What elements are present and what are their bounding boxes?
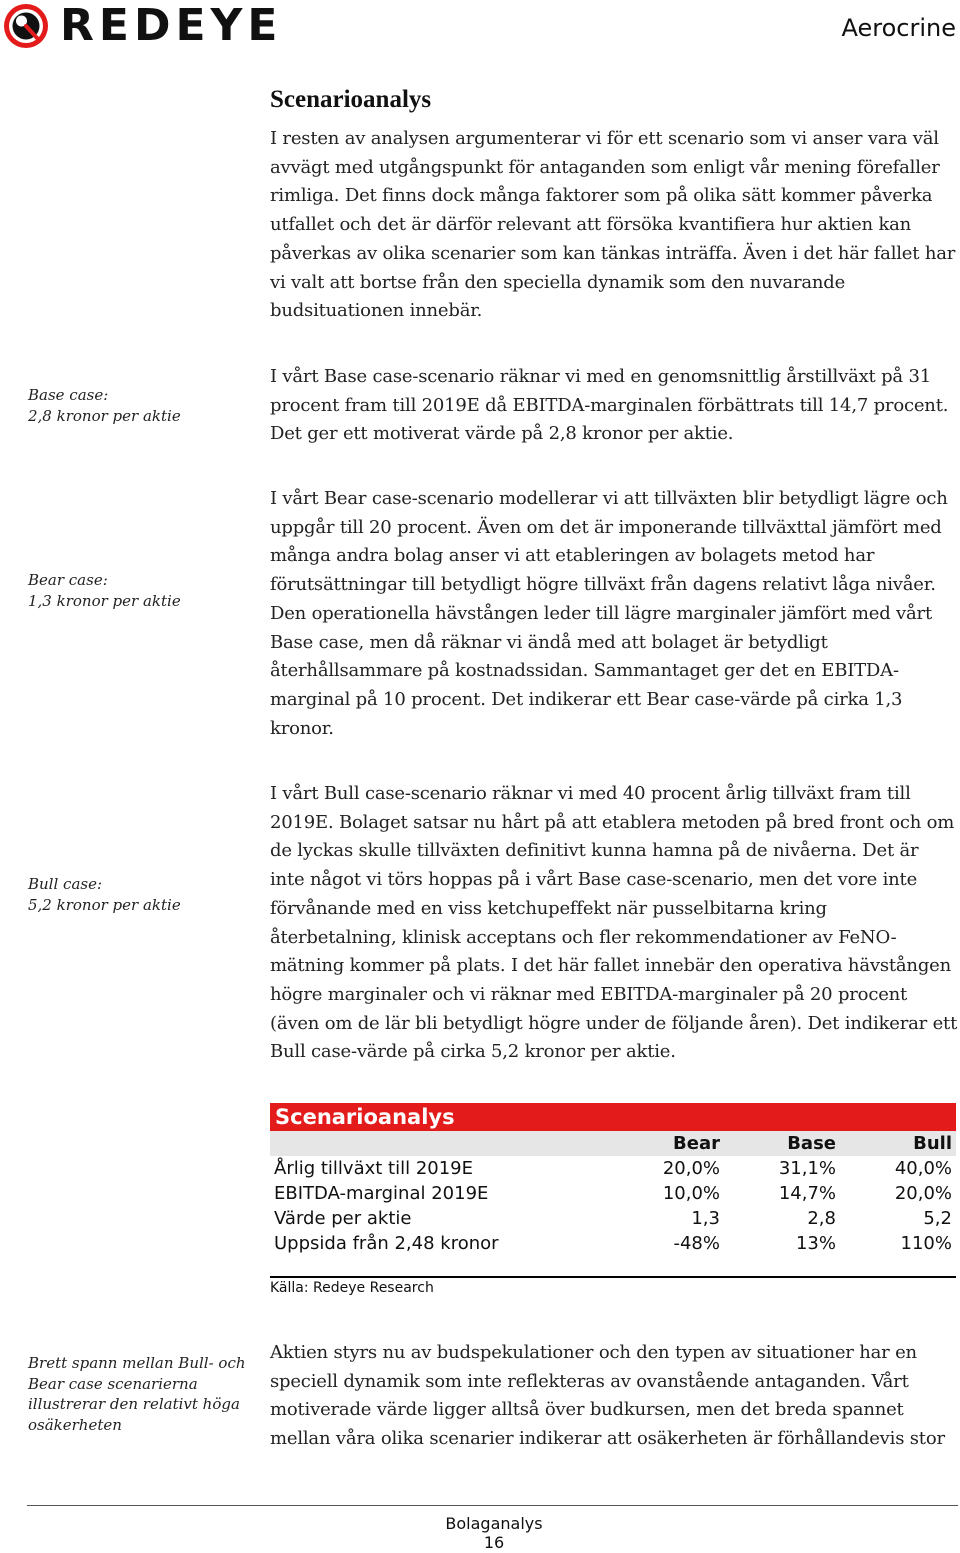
scenario-table: [270, 1103, 956, 1256]
table-row: [270, 1231, 956, 1256]
logo-wordmark: REDEYE: [60, 0, 283, 51]
scenario-data-table: [270, 1131, 956, 1256]
table-cell: Årlig tillväxt till 2019E: [274, 1158, 474, 1179]
table-cell: 2,8: [807, 1208, 836, 1229]
table-cell: 110%: [900, 1233, 952, 1254]
base-case-sidenote: [28, 385, 248, 426]
table-cell: Uppsida från 2,48 kronor: [274, 1233, 499, 1254]
table-cell: 13%: [795, 1233, 836, 1254]
table-cell: -48%: [673, 1233, 720, 1254]
table-cell: Värde per aktie: [274, 1208, 412, 1229]
bear-case-value: 1,3 kronor per aktie: [28, 591, 181, 610]
table-title: Scenarioanalys: [270, 1103, 956, 1131]
section-heading: Scenarioanalys: [270, 86, 432, 113]
company-name: Aerocrine: [841, 14, 956, 42]
intro-paragraph: I resten av analysen argumenterar vi för ett scenario som vi anser vara väl avvägt med utgångspunkt för antaganden som enligt vår mening förefaller rimliga. Det finns dock många faktorer som på olika sätt kommer påverka utfallet och det är därför relevant att försöka kvantifiera hur aktien kan påverkas av olika scenarier som kan tänkas inträffa. Även i det här fallet har vi valt att bortse från den speciella dynamik som den nuvarande budsituationen innebär.: [270, 128, 956, 322]
table-cell: 20,0%: [894, 1183, 952, 1204]
table-cell: 40,0%: [894, 1158, 952, 1179]
bull-case-label: Bull case:: [28, 875, 103, 893]
table-cell: 5,2: [923, 1208, 952, 1229]
bear-case-sidenote: [28, 570, 248, 611]
redeye-logo: [0, 0, 300, 52]
table-header-base: Base: [724, 1131, 840, 1156]
table-row: [270, 1156, 956, 1181]
table-cell: 10,0%: [662, 1183, 720, 1204]
page-footer: [0, 1514, 960, 1552]
bear-case-label: Bear case:: [28, 571, 108, 589]
table-header-row: [270, 1131, 956, 1156]
table-cell: 1,3: [691, 1208, 720, 1229]
table-cell: EBITDA-marginal 2019E: [274, 1183, 489, 1204]
closing-paragraph: Aktien styrs nu av budspekulationer och den typen av situationer har en speciell dynamik som inte reflekteras av ovanstående antaganden. Vårt motiverade värde ligger alltså över budkursen, men det breda spannet mellan våra olika scenarier indikerar att osäkerheten är förhållandevis stor: [270, 1342, 945, 1450]
bull-case-value: 5,2 kronor per aktie: [28, 895, 181, 914]
redeye-eye-icon: [2, 2, 50, 50]
table-cell: 14,7%: [778, 1183, 836, 1204]
table-row: [270, 1206, 956, 1231]
table-header-label: [270, 1131, 608, 1156]
table-cell: 20,0%: [662, 1158, 720, 1179]
table-header-bear: Bear: [608, 1131, 724, 1156]
page-number: 16: [483, 1533, 505, 1552]
table-bottom-rule: [270, 1276, 956, 1278]
table-header-bull: Bull: [840, 1131, 956, 1156]
bull-case-paragraph: I vårt Bull case-scenario räknar vi med 40 procent årlig tillväxt fram till 2019E. Bolaget satsar nu hårt på att etablera metoden på bred front och om de lyckas skulle tillväxten definitivt kunna hamna på de nivåerna. Det är inte något vi törs hoppas på i vårt Base case-scenario, men det vore inte förvånande med en viss ketchupeffekt när pusselbitarna kring återbetalning, klinisk acceptans och fler rekommendationer av FeNO-mätning kommer på plats. I det här fallet innebär den operativa hävstången högre marginaler och vi räknar med EBITDA-marginaler på 20 procent (även om de lär bli betydligt högre under de följande åren). Det indikerar ett Bull case-värde på cirka 5,2 kronor per aktie.: [270, 783, 958, 1063]
closing-sidenote: Brett spann mellan Bull- och Bear case scenarierna illustrerar den relativt höga osäkerheten: [28, 1354, 246, 1434]
bear-case-paragraph: I vårt Bear case-scenario modellerar vi att tillväxten blir betydligt lägre och uppgår till 20 procent. Även om det är imponerande tillväxttal jämfört med många andra bolag anser vi att etableringen av bolagets metod har förutsättningar till betydligt högre tillväxt från dagens relativt låga nivåer. Den operationella hävstången leder till lägre marginaler jämfört med vårt Base case, men då räknar vi ändå med att bolaget är betydligt återhållsammare på kostnadssidan. Sammantaget ger det en EBITDA-marginal på 10 procent. Det indikerar ett Bear case-värde på cirka 1,3 kronor.: [270, 488, 948, 739]
table-source: Källa: Redeye Research: [270, 1280, 434, 1296]
table-cell: 31,1%: [778, 1158, 836, 1179]
table-row: [270, 1181, 956, 1206]
base-case-value: 2,8 kronor per aktie: [28, 406, 181, 425]
base-case-paragraph: I vårt Base case-scenario räknar vi med en genomsnittlig årstillväxt på 31 procent fram till 2019E då EBITDA-marginalen förbättrats till 14,7 procent. Det ger ett motiverat värde på 2,8 kronor per aktie.: [270, 366, 949, 445]
base-case-label: Base case:: [28, 386, 109, 404]
footer-rule: [27, 1505, 958, 1506]
bull-case-sidenote: [28, 874, 248, 915]
footer-label: Bolaganalys: [445, 1514, 543, 1533]
